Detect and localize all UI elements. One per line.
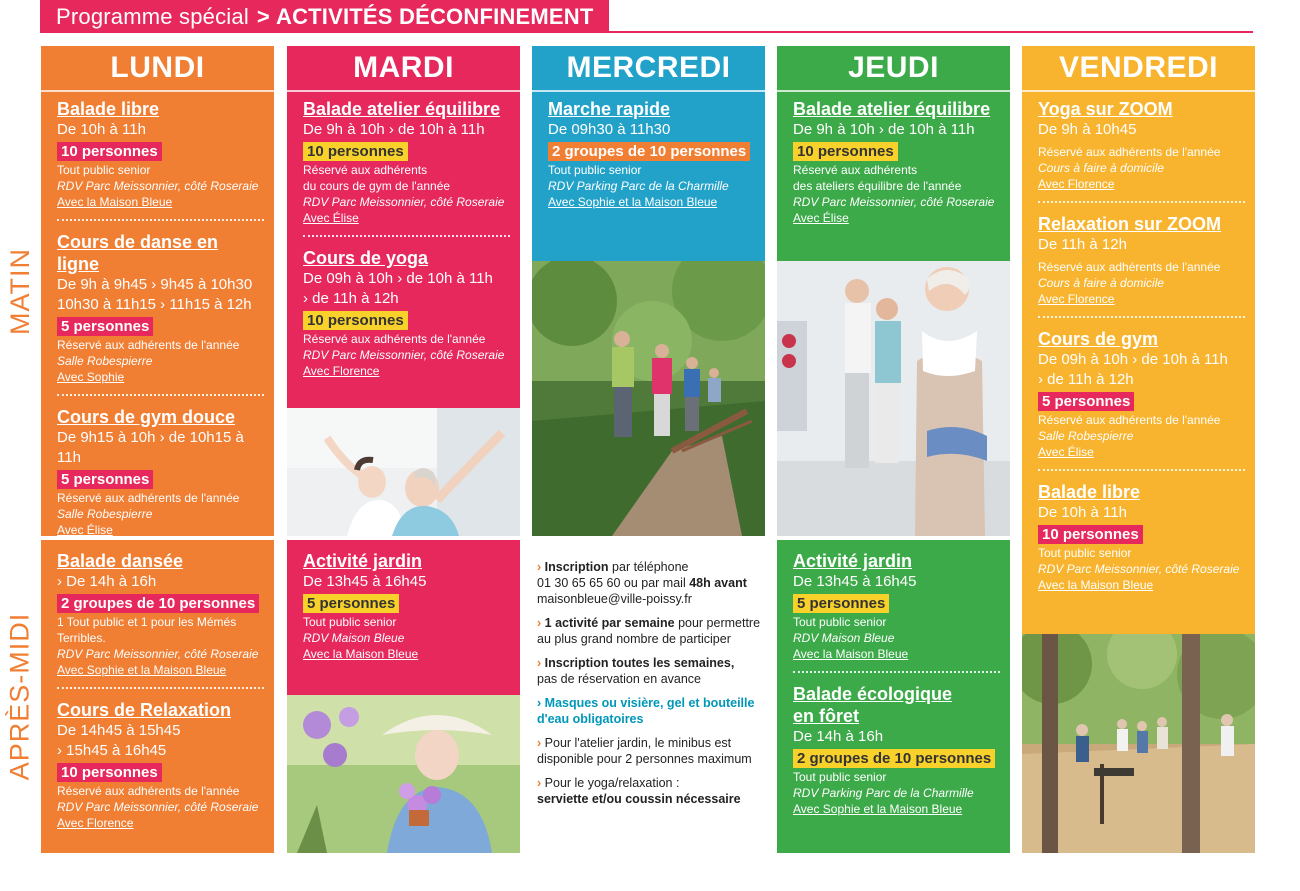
activity-time: De 13h45 à 16h45: [793, 573, 917, 590]
capacity-badge: 10 personnes: [57, 142, 162, 161]
morning-label: MATIN: [4, 247, 35, 335]
activity-title[interactable]: Yoga sur ZOOM: [1038, 99, 1173, 119]
lundi-morning-panel: [41, 46, 274, 536]
activity-title[interactable]: Balade libre: [57, 99, 160, 119]
activity-place: RDV Parc Meissonnier, côté Roseraie: [57, 647, 259, 661]
capacity-badge: 10 personnes: [303, 142, 408, 161]
activity-time: 10h30 à 11h15 › 11h15 à 12h: [57, 296, 252, 313]
activity-audience: Tout public senior: [57, 163, 151, 177]
activity-audience: Réservé aux adhérents de l'année: [1038, 413, 1221, 427]
activity-audience: Tout public senior: [793, 615, 887, 629]
activity-place: Salle Robespierre: [57, 507, 153, 521]
activity-card: [793, 92, 1000, 226]
header-arrow: >: [256, 3, 270, 29]
dotted-separator: [793, 671, 1000, 673]
capacity-badge: 5 personnes: [793, 594, 889, 613]
activity-place: RDV Parc Meissonnier, côté Roseraie: [1038, 562, 1240, 576]
activity-title[interactable]: Cours de gym douce: [57, 407, 236, 427]
activity-audience: Réservé aux adhérents de l'année: [57, 338, 240, 352]
activity-host[interactable]: Avec Élise: [303, 211, 359, 225]
capacity-badge: 5 personnes: [57, 470, 153, 489]
activity-time: De 14h à 16h: [793, 728, 884, 745]
day-header-mardi: MARDI: [287, 46, 520, 92]
afternoon-label: APRÈS-MIDI: [4, 612, 35, 781]
activity-card: [57, 693, 264, 831]
activity-host[interactable]: Avec la Maison Bleue: [793, 647, 909, 661]
activity-time: De 09h à 10h › de 10h à 11h: [303, 270, 493, 287]
activity-title[interactable]: Balade dansée: [57, 551, 184, 571]
header-rule: [600, 31, 1253, 33]
activity-audience: des ateliers équilibre de l'année: [793, 179, 962, 193]
activity-host[interactable]: Avec la Maison Bleue: [57, 195, 173, 209]
activity-host[interactable]: Avec la Maison Bleue: [303, 647, 419, 661]
activity-place: Cours à faire à domicile: [1038, 276, 1165, 290]
dotted-separator: [1038, 201, 1245, 203]
activity-host[interactable]: Avec Florence: [57, 816, 134, 830]
activity-time: De 13h45 à 16h45: [303, 573, 427, 590]
activity-audience: Tout public senior: [793, 770, 887, 784]
activity-card: [1038, 322, 1245, 460]
yoga-class-photo: [287, 408, 520, 536]
dotted-separator: [57, 394, 264, 396]
activity-title[interactable]: Balade libre: [1038, 482, 1141, 502]
activity-card: [1038, 207, 1245, 307]
day-header-vendredi: VENDREDI: [1022, 46, 1255, 92]
activity-title[interactable]: Balade atelier équilibre: [303, 99, 501, 119]
activity-time: De 09h30 à 11h30: [548, 121, 671, 138]
activity-card: [1038, 92, 1245, 192]
activity-host[interactable]: Avec Florence: [1038, 177, 1115, 191]
activity-host[interactable]: Avec Élise: [1038, 445, 1094, 459]
day-header-jeudi: JEUDI: [777, 46, 1010, 92]
activity-card: [793, 677, 1000, 817]
activity-card: [1038, 475, 1245, 593]
activity-title[interactable]: Activité jardin: [303, 551, 423, 571]
activity-place: RDV Parc Meissonnier, côté Roseraie: [57, 179, 259, 193]
info-item: › Inscription par téléphone 01 30 65 65 60 ou par mail 48h avant maisonbleue@ville-poissy.fr: [537, 560, 747, 606]
activity-title[interactable]: Balade atelier équilibre: [793, 99, 991, 119]
activity-audience: Réservé aux adhérents de l'année: [57, 491, 240, 505]
capacity-badge: 10 personnes: [793, 142, 898, 161]
activity-place: RDV Parc Meissonnier, côté Roseraie: [793, 195, 995, 209]
activity-title[interactable]: Marche rapide: [548, 99, 671, 119]
activity-audience: Réservé aux adhérents de l'année: [57, 784, 240, 798]
activity-title[interactable]: Balade écologique en fôret: [793, 684, 953, 726]
activity-place: RDV Parc Meissonnier, côté Roseraie: [57, 800, 259, 814]
activity-audience: du cours de gym de l'année: [303, 179, 451, 193]
activity-time: › De 14h à 16h: [57, 573, 157, 590]
dotted-separator: [57, 687, 264, 689]
header-title: ACTIVITÉS DÉCONFINEMENT: [275, 3, 594, 29]
activity-time: De 9h à 10h › de 10h à 11h: [303, 121, 485, 138]
activity-host[interactable]: Avec Élise: [793, 211, 849, 225]
activity-card: [57, 92, 264, 210]
activity-time: De 9h à 10h › de 10h à 11h: [793, 121, 975, 138]
activity-place: Cours à faire à domicile: [1038, 161, 1165, 175]
activity-audience: Réservé aux adhérents de l'année: [1038, 145, 1221, 159]
activity-audience: Tout public senior: [303, 615, 397, 629]
activity-place: RDV Maison Bleue: [303, 631, 405, 645]
activity-time: De 10h à 11h: [1038, 504, 1127, 521]
activity-time: De 11h à 12h: [1038, 236, 1127, 253]
lundi-afternoon-panel: [41, 540, 274, 853]
info-panel: [537, 559, 765, 815]
activity-time: De 9h à 9h45 › 9h45 à 10h30: [57, 276, 253, 293]
dotted-separator: [303, 235, 510, 237]
activity-place: RDV Parking Parc de la Charmille: [548, 179, 729, 193]
activity-place: RDV Maison Bleue: [793, 631, 895, 645]
activity-audience: Tout public senior: [1038, 546, 1132, 560]
activity-audience: Réservé aux adhérents: [303, 163, 428, 177]
activity-time: › de 11h à 12h: [303, 290, 399, 307]
activity-place: Salle Robespierre: [57, 354, 153, 368]
activity-host[interactable]: Avec Sophie: [57, 370, 125, 384]
capacity-badge: 5 personnes: [303, 594, 399, 613]
activity-card: [57, 544, 264, 678]
mardi-afternoon-panel: [287, 540, 520, 695]
activity-card: [303, 241, 510, 379]
activity-place: RDV Parc Meissonnier, côté Roseraie: [303, 348, 505, 362]
activity-audience: Tout public senior: [548, 163, 642, 177]
activity-audience: Réservé aux adhérents: [793, 163, 918, 177]
activity-card: [303, 544, 510, 662]
capacity-badge: 10 personnes: [1038, 525, 1143, 544]
activity-card: [793, 544, 1000, 662]
activity-time: › de 11h à 12h: [1038, 371, 1134, 388]
activity-time: De 9h15 à 10h › de 10h15 à 11h: [57, 429, 244, 466]
group-walk-photo: [1022, 634, 1255, 853]
capacity-badge: 10 personnes: [57, 763, 162, 782]
dotted-separator: [1038, 316, 1245, 318]
activity-card: [57, 225, 264, 385]
activity-host[interactable]: Avec Florence: [303, 364, 380, 378]
activity-audience: 1 Tout public et 1 pour les Mémés: [57, 615, 237, 629]
activity-time: De 09h à 10h › de 10h à 11h: [1038, 351, 1228, 368]
dotted-separator: [1038, 469, 1245, 471]
vendredi-panel: [1022, 46, 1255, 634]
info-item: › 1 activité par semaine pour permettre au plus grand nombre de participer: [537, 616, 761, 646]
program-header: [40, 0, 609, 33]
gardening-photo: [287, 695, 520, 853]
activity-host[interactable]: Avec Florence: [1038, 292, 1115, 306]
info-item-warning: › Masques ou visière, gel et bouteille d'eau obligatoires: [537, 696, 755, 726]
activity-audience: Réservé aux adhérents de l'année: [303, 332, 486, 346]
info-item: › Pour le yoga/relaxation : serviette et/ou coussin nécessaire: [537, 776, 741, 806]
capacity-badge: 2 groupes de 10 personnes: [548, 142, 750, 161]
activity-place: Salle Robespierre: [1038, 429, 1134, 443]
jeudi-afternoon-panel: [777, 540, 1010, 853]
mercredi-morning-panel: [532, 46, 765, 261]
nordic-walking-photo: [532, 261, 765, 536]
activity-host[interactable]: Avec Sophie et la Maison Bleue: [57, 663, 227, 677]
activity-audience: Terribles.: [57, 631, 106, 645]
activity-card: [303, 92, 510, 226]
activity-time: De 10h à 11h: [57, 121, 146, 138]
mardi-morning-panel: [287, 46, 520, 408]
activity-title[interactable]: Relaxation sur ZOOM: [1038, 214, 1222, 234]
activity-place: RDV Parc Meissonnier, côté Roseraie: [303, 195, 505, 209]
activity-host[interactable]: Avec la Maison Bleue: [1038, 578, 1154, 592]
activity-card: [57, 400, 264, 538]
activity-time: De 9h à 10h45: [1038, 121, 1137, 138]
header-prefix: Programme spécial: [56, 3, 249, 29]
capacity-badge: 5 personnes: [57, 317, 153, 336]
info-item: › Inscription toutes les semaines, pas de réservation en avance: [537, 656, 735, 686]
capacity-badge: 10 personnes: [303, 311, 408, 330]
capacity-badge: 5 personnes: [1038, 392, 1134, 411]
dotted-separator: [57, 219, 264, 221]
capacity-badge: 2 groupes de 10 personnes: [57, 594, 259, 613]
activity-title[interactable]: Cours de yoga: [303, 248, 429, 268]
activity-host[interactable]: Avec Sophie et la Maison Bleue: [548, 195, 718, 209]
activity-audience: Réservé aux adhérents de l'année: [1038, 260, 1221, 274]
info-item: › Pour l'atelier jardin, le minibus est disponible pour 2 personnes maximum: [537, 736, 752, 766]
activity-time: De 14h45 à 15h45: [57, 722, 181, 739]
capacity-badge: 2 groupes de 10 personnes: [793, 749, 995, 768]
day-header-lundi: LUNDI: [41, 46, 274, 92]
activity-time: › 15h45 à 16h45: [57, 742, 167, 759]
jeudi-morning-panel: [777, 46, 1010, 261]
activity-place: RDV Parking Parc de la Charmille: [793, 786, 974, 800]
activity-title[interactable]: Cours de danse en ligne: [57, 232, 219, 274]
activity-title[interactable]: Activité jardin: [793, 551, 913, 571]
activity-title[interactable]: Cours de gym: [1038, 329, 1159, 349]
activity-title[interactable]: Cours de Relaxation: [57, 700, 232, 720]
day-header-mercredi: MERCREDI: [532, 46, 765, 92]
activity-card: [548, 92, 755, 210]
gym-class-photo: [777, 261, 1010, 536]
activity-host[interactable]: Avec Élise: [57, 523, 113, 537]
activity-host[interactable]: Avec Sophie et la Maison Bleue: [793, 802, 963, 816]
